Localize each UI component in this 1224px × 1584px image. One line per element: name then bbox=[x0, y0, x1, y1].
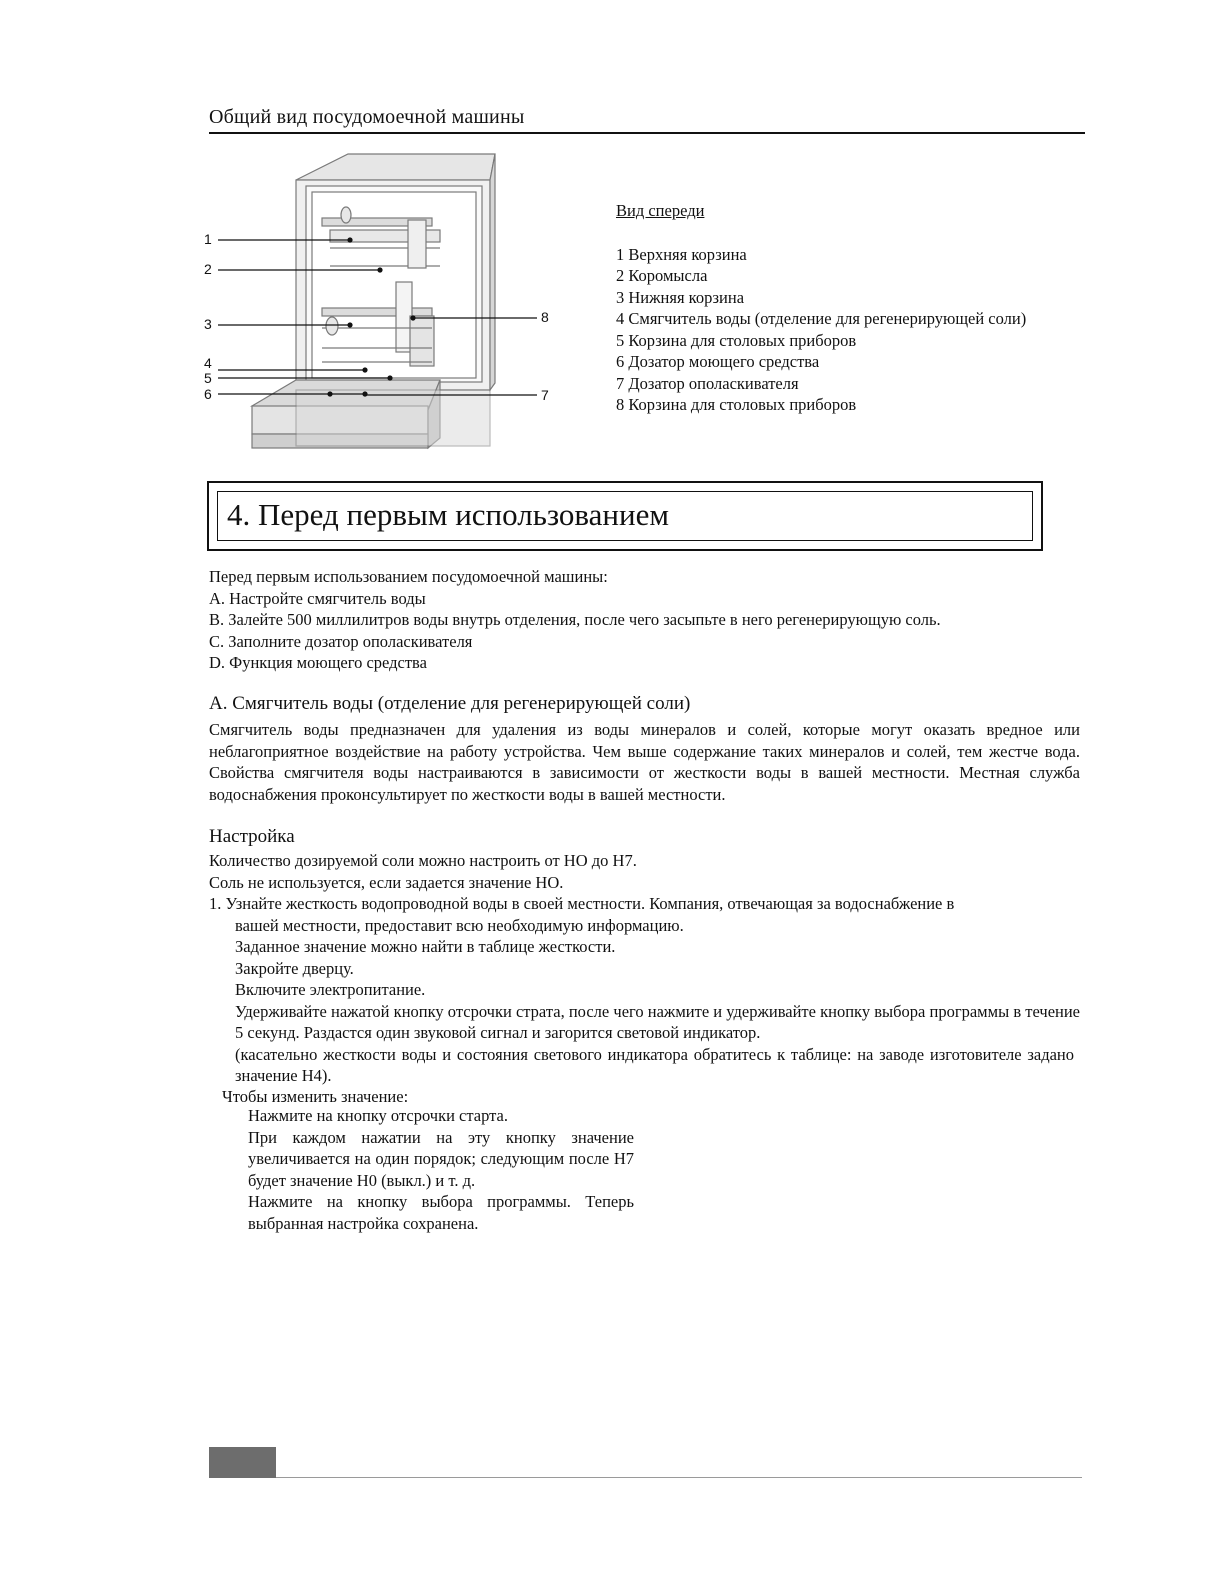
legend-item: 6 Дозатор моющего средства bbox=[616, 352, 820, 371]
footer-page-tab bbox=[209, 1447, 276, 1478]
setup-step-line: Закройте дверцу. bbox=[235, 958, 354, 978]
callout-label-5: 5 bbox=[204, 370, 212, 386]
legend-title: Вид спереди bbox=[616, 201, 705, 220]
setup-step-1-cont: вашей местности, предоставит всю необходимую информацию. bbox=[235, 915, 684, 935]
legend-item: 2 Коромысла bbox=[616, 266, 708, 285]
legend-item: 1 Верхняя корзина bbox=[616, 244, 747, 264]
footer-divider bbox=[276, 1477, 1082, 1478]
callout-label-3: 3 bbox=[204, 316, 212, 332]
intro-line: C. Заполните дозатор ополаскивателя bbox=[209, 631, 473, 651]
section-title: 4. Перед первым использованием bbox=[227, 497, 669, 532]
dishwasher-diagram bbox=[200, 148, 570, 458]
change-value-steps bbox=[248, 1105, 634, 1234]
legend-item: 8 Корзина для столовых приборов bbox=[616, 395, 857, 414]
softener-heading: А. Смягчитель воды (отделение для регенерирующей соли) bbox=[209, 693, 691, 714]
intro-line: B. Залейте 500 миллилитров воды внутрь отделения, после чего засыпьте в него регенерирующую соль. bbox=[209, 610, 941, 629]
section-title-box bbox=[207, 481, 1043, 551]
callout-label-2: 2 bbox=[204, 261, 212, 277]
change-step: Нажмите на кнопку выбора программы. Теперь выбранная настройка сохранена. bbox=[248, 1192, 634, 1233]
header-divider bbox=[209, 132, 1085, 134]
setup-step-line: (касательно жесткости воды и состояния светового индикатора обратитесь к таблице: на заводе изготовителе задано значение Н4). bbox=[235, 1044, 1074, 1085]
setup-step-line: Заданное значение можно найти в таблице жесткости. bbox=[235, 937, 616, 956]
page-header-title: Общий вид посудомоечной машины bbox=[209, 106, 525, 128]
softener-paragraph: Смягчитель воды предназначен для удаления из воды минералов и солей, которые могут оказать вредное или неблагоприятное воздействие на работу устройства. Чем выше содержание таких минералов и солей, тем жестче вода. Свойства смягчителя воды настраиваются в зависимости от жесткости воды в вашей местности. Местная служба водоснабжения проконсультирует по жесткости воды в вашей местности. bbox=[209, 720, 1080, 804]
setup-step-line: Удерживайте нажатой кнопку отсрочки страта, после чего нажмите и удерживайте кнопку выбора программы в течение 5 секунд. Раздастся один звуковой сигнал и загорится световой индикатор. bbox=[235, 1001, 1080, 1042]
intro-line: Перед первым использованием посудомоечной машины: bbox=[209, 567, 608, 586]
change-step: Нажмите на кнопку отсрочки старта. bbox=[248, 1106, 508, 1125]
callout-label-1: 1 bbox=[204, 231, 212, 247]
setup-step-1: 1. Узнайте жесткость водопроводной воды в своей местности. Компания, отвечающая за водоснабжение в bbox=[209, 894, 955, 913]
intro-list bbox=[209, 566, 1089, 674]
setup-line: Соль не используется, если задается значение НO. bbox=[209, 872, 564, 892]
callout-label-8: 8 bbox=[541, 309, 549, 325]
diagram-legend bbox=[616, 200, 1076, 416]
intro-line: A. Настройте смягчитель воды bbox=[209, 588, 426, 608]
legend-item: 7 Дозатор ополаскивателя bbox=[616, 373, 799, 393]
dishwasher-body bbox=[252, 154, 495, 448]
setup-heading: Настройка bbox=[209, 826, 295, 847]
setup-line: Количество дозируемой соли можно настроить от НO до Н7. bbox=[209, 851, 637, 870]
setup-text bbox=[209, 850, 1080, 1087]
change-value-label: Чтобы изменить значение: bbox=[222, 1087, 409, 1106]
setup-step-line: Включите электропитание. bbox=[235, 980, 426, 999]
legend-item: 4 Смягчитель воды (отделение для регенерирующей соли) bbox=[616, 309, 1027, 328]
legend-item: 3 Нижняя корзина bbox=[616, 287, 745, 307]
legend-item: 5 Корзина для столовых приборов bbox=[616, 330, 857, 350]
change-step: При каждом нажатии на эту кнопку значение увеличивается на один порядок; следующим после Н7 будет значение Н0 (выкл.) и т. д. bbox=[248, 1127, 634, 1190]
callout-label-6: 6 bbox=[204, 386, 212, 402]
intro-line: D. Функция моющего средства bbox=[209, 653, 427, 672]
callout-label-4: 4 bbox=[204, 355, 212, 371]
callout-label-7: 7 bbox=[541, 387, 549, 403]
